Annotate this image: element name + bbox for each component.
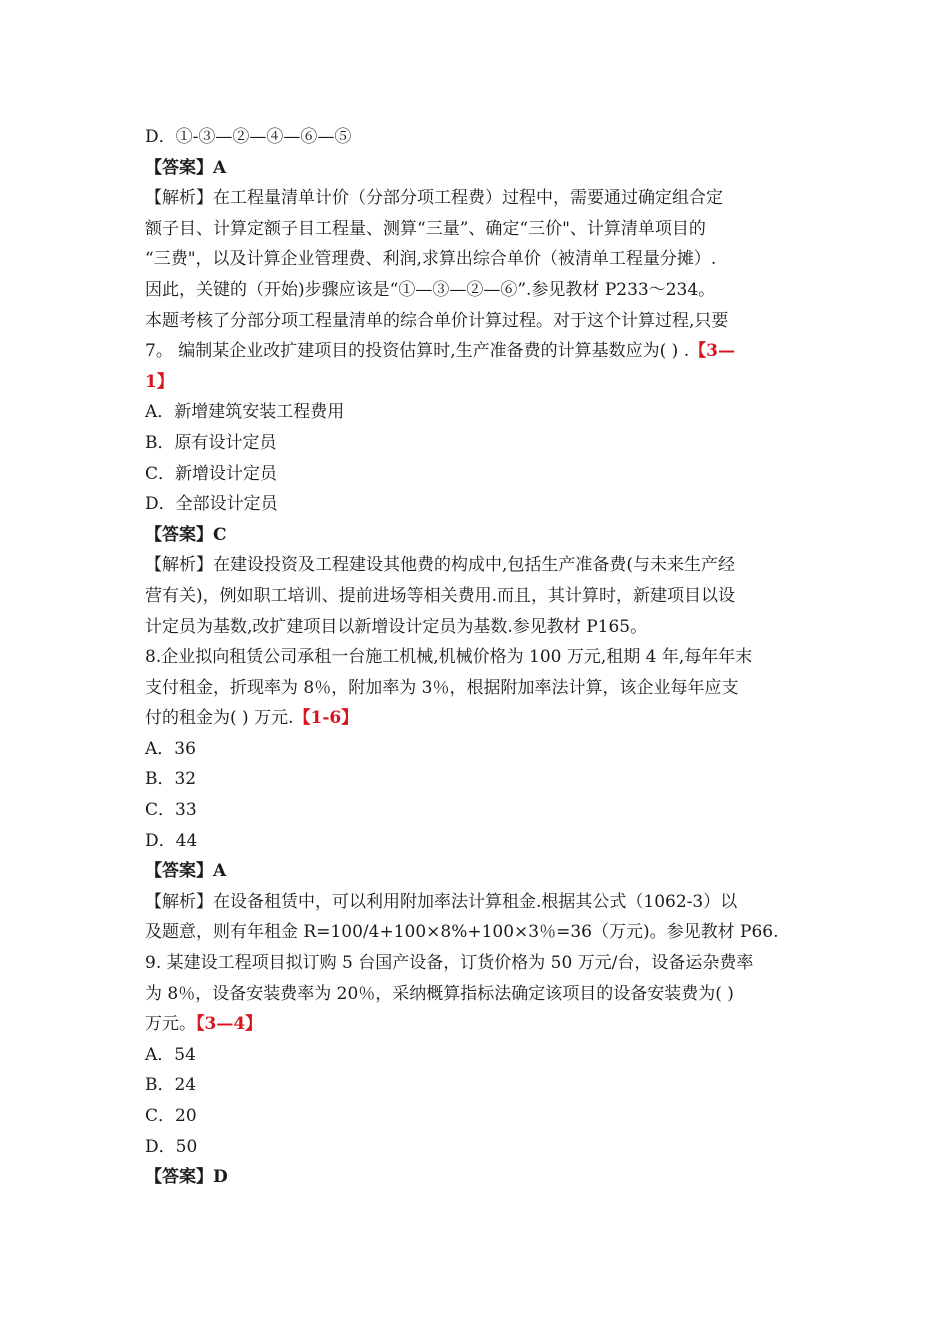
q8-answer	[145, 856, 813, 887]
q9-answer	[145, 1162, 813, 1193]
q6-explanation-line: “三费"，以及计算企业管理费、利润,求算出综合单价（被清单工程量分摊）.	[145, 249, 717, 270]
q9-stem-line: 9. 某建设工程项目拟订购 5 台国产设备，订货价格为 50 万元/台，设备运杂费率	[145, 953, 754, 974]
q6-answer	[145, 153, 813, 184]
q7-chapter-tag: 【3—	[689, 341, 735, 362]
answer-value: A	[213, 861, 227, 882]
q7-explanation-line: 计定员为基数,改扩建项目以新增设计定员为基数.参见教材 P165。	[145, 616, 648, 637]
document-page	[145, 122, 813, 1193]
answer-label: 【答案】	[145, 524, 213, 545]
answer-label: 【答案】	[145, 861, 213, 882]
q9-stem-line-last	[145, 1009, 813, 1040]
q7-stem-text: 7。 编制某企业改扩建项目的投资估算时,生产准备费的计算基数应为( ) .	[145, 341, 690, 362]
q9-option-c: C．20	[145, 1106, 197, 1126]
q9-option-d: D．50	[145, 1136, 198, 1157]
q8-explanation-line: 及题意，则有年租金 R=100/4+100×8%+100×3％=36（万元)。参见教材 P66.	[145, 922, 779, 943]
q9-option-a: A．54	[145, 1044, 196, 1065]
q9-stem-line: 为 8％，设备安装费率为 20％，采纳概算指标法确定该项目的设备安装费为( )	[145, 983, 734, 1004]
q6-explanation-line: 额子目、计算定额子目工程量、测算“三量”、确定“三价"、计算清单项目的	[145, 218, 706, 239]
q7-chapter-tag-cont: 1】	[145, 371, 174, 392]
q8-option-c: C．33	[145, 800, 197, 821]
answer-label: 【答案】	[145, 1167, 213, 1188]
q7-answer	[145, 520, 813, 551]
q8-option-b: B．32	[145, 769, 197, 790]
answer-value: A	[213, 157, 227, 178]
q6-option-d: D．①-③—②—④—⑥—⑤	[145, 127, 352, 147]
q8-stem-line: 支付租金，折现率为 8％，附加率为 3％，根据附加率法计算，该企业每年应支	[145, 677, 739, 698]
q7-stem	[145, 336, 813, 367]
q7-option-d: D．全部设计定员	[145, 494, 278, 515]
q6-explanation-line: 【解析】在工程量清单计价（分部分项工程费）过程中，需要通过确定组合定	[145, 188, 723, 209]
q7-explanation-line: 营有关)，例如职工培训、提前进场等相关费用.而且，其计算时，新建项目以设	[145, 585, 736, 606]
q8-chapter-tag: 【1-6】	[293, 708, 359, 729]
answer-value: C	[213, 524, 227, 545]
q9-stem-text: 万元。	[145, 1014, 196, 1035]
q7-option-b: B．原有设计定员	[145, 432, 277, 453]
q9-chapter-tag: 【3—4】	[196, 1014, 263, 1035]
q8-stem-text: 付的租金为( ) 万元.	[145, 708, 294, 729]
q8-option-a: A．36	[145, 738, 196, 759]
answer-label: 【答案】	[145, 157, 213, 178]
q6-explanation-line: 因此，关键的（开始)步骤应该是“①—③—②—⑥”.参见教材 P233～234。	[145, 279, 716, 300]
q8-explanation-line: 【解析】在设备租赁中，可以利用附加率法计算租金.根据其公式（1062-3）以	[145, 891, 738, 912]
q8-stem-line: 8.企业拟向租赁公司承租一台施工机械,机械价格为 100 万元,租期 4 年,每年年末	[145, 647, 753, 668]
q7-option-a: A．新增建筑安装工程费用	[145, 402, 345, 423]
answer-value: D	[213, 1167, 228, 1188]
q7-stem-cont	[145, 367, 813, 398]
q8-option-d: D．44	[145, 830, 198, 851]
q6-explanation-line: 本题考核了分部分项工程量清单的综合单价计算过程。对于这个计算过程,只要	[145, 310, 729, 331]
q7-option-c: C．新增设计定员	[145, 463, 278, 484]
q7-explanation-line: 【解析】在建设投资及工程建设其他费的构成中,包括生产准备费(与未来生产经	[145, 555, 736, 576]
q9-option-b: B．24	[145, 1075, 197, 1096]
q8-stem-line-last	[145, 703, 813, 734]
